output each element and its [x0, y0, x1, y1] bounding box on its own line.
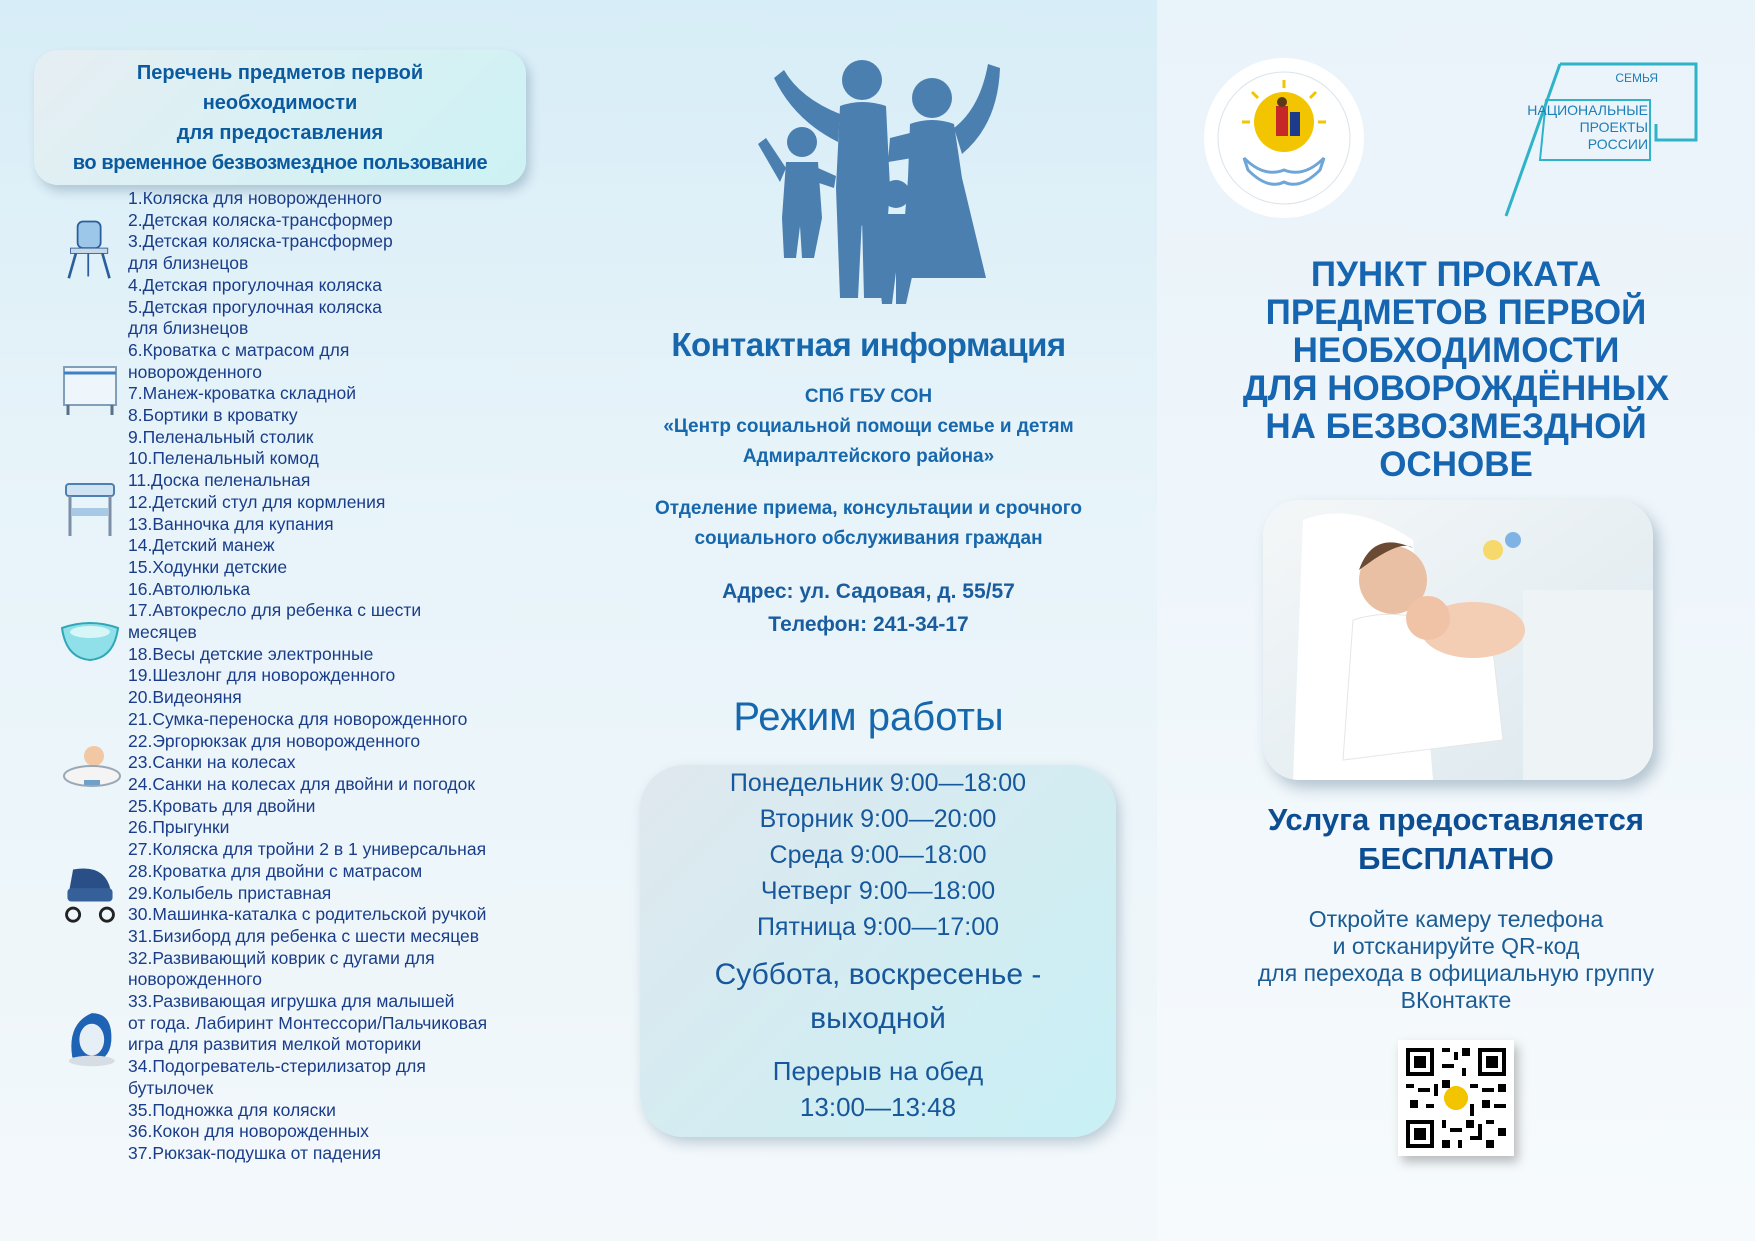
work-hours-title: Режим работы — [733, 695, 1004, 739]
list-item: 30.Машинка-каталка с родительской ручкой — [128, 904, 487, 925]
weekend-note — [640, 953, 1116, 1041]
title-line: ПУНКТ ПРОКАТА — [1310, 255, 1602, 294]
schedule-day: Вторник 9:00—20:00 — [759, 805, 997, 833]
left-panel — [0, 0, 580, 1241]
organization-name — [580, 382, 1157, 472]
list-item: 14.Детский манеж — [128, 535, 275, 556]
free-service-note — [1157, 800, 1755, 878]
list-item: 9.Пеленальный столик — [128, 426, 314, 447]
logo-text: РОССИИ — [1587, 136, 1648, 152]
org-line: «Центр социальной помощи семье и детям — [663, 416, 1074, 437]
list-item: 29.Колыбель приставная — [128, 882, 332, 903]
logo-text: ПРОЕКТЫ — [1579, 119, 1648, 135]
list-item: 5.Детская прогулочная коляска для близнецов — [128, 296, 382, 339]
list-header-line: Перечень предметов первой — [136, 62, 424, 84]
schedule-day: Понедельник 9:00—18:00 — [729, 769, 1027, 797]
dept-line: социального обслуживания граждан — [694, 528, 1043, 549]
schedule-day: Среда 9:00—18:00 — [769, 841, 987, 869]
qr-code[interactable] — [1398, 1040, 1514, 1156]
family-icon — [740, 58, 1010, 308]
baby-scale-icon — [58, 736, 122, 798]
logo-badge-text: СЕМЬЯ — [1615, 71, 1658, 85]
list-header-line: во временное безвозмездное пользование — [72, 152, 488, 174]
list-item: 20.Видеоняня — [128, 687, 242, 708]
free-line: БЕСПЛАТНО — [1358, 841, 1554, 876]
list-item: 8.Бортики в кроватку — [128, 405, 298, 426]
main-title — [1157, 256, 1755, 484]
list-item: 19.Шезлонг для новорожденного — [128, 665, 396, 686]
address: Адрес: ул. Садовая, д. 55/57 — [722, 580, 1015, 603]
center-emblem-logo — [1204, 58, 1364, 218]
list-item: 37.Рюкзак-подушка от падения — [128, 1142, 381, 1163]
list-header-card — [34, 50, 526, 185]
middle-panel — [580, 0, 1157, 1241]
list-item: 36.Кокон для новорожденных — [128, 1121, 369, 1142]
logo-text: НАЦИОНАЛЬНЫЕ — [1527, 102, 1648, 118]
list-item: 22.Эргорюкзак для новорожденного — [128, 730, 421, 751]
items-list — [128, 188, 578, 1165]
org-line: СПб ГБУ СОН — [804, 386, 933, 407]
schedule-day: Четверг 9:00—18:00 — [760, 877, 996, 905]
weekend-line: Суббота, воскресенье - — [714, 958, 1042, 991]
list-item: 21.Сумка-переноска для новорожденного — [128, 708, 468, 729]
lunch-break — [640, 1053, 1116, 1125]
list-item: 16.Автолюлька — [128, 578, 251, 599]
changing-table-icon — [58, 478, 122, 540]
list-item: 25.Кровать для двойни — [128, 795, 316, 816]
scan-line: и отсканируйте QR-код — [1332, 933, 1580, 959]
list-item: 4.Детская прогулочная коляска — [128, 274, 382, 295]
list-item: 31.Бизиборд для ребенка с шести месяцев — [128, 925, 480, 946]
list-item: 33.Развивающая игрушка для малышей от года. Лабиринт Монтессори/Пальчиковая игра для развития мелкой моторики — [128, 991, 488, 1055]
schedule-day: Пятница 9:00—17:00 — [756, 913, 1000, 941]
list-item: 34.Подогреватель-стерилизатор для бутылочек — [128, 1056, 426, 1098]
list-header-line: для предоставления — [176, 122, 384, 144]
baby-bath-icon — [58, 608, 122, 670]
list-item: 32.Развивающий коврик с дугами для новорожденного — [128, 947, 435, 990]
title-line: ОСНОВЕ — [1379, 445, 1533, 484]
list-item: 2.Детская коляска-трансформер — [128, 209, 393, 230]
list-item: 23.Санки на колесах — [128, 752, 296, 773]
mother-baby-photo — [1263, 500, 1653, 780]
qr-instructions — [1157, 906, 1755, 1014]
national-projects-logo — [1500, 60, 1700, 220]
list-item: 10.Пеленальный комод — [128, 448, 319, 469]
list-item: 27.Коляска для тройни 2 в 1 универсальная — [128, 839, 487, 860]
title-line: НЕОБХОДИМОСТИ — [1292, 331, 1620, 370]
list-item: 1.Коляска для новорожденного — [128, 188, 382, 208]
list-item: 35.Подножка для коляски — [128, 1099, 336, 1120]
break-line: Перерыв на обед — [772, 1056, 984, 1086]
scan-line: Откройте камеру телефона — [1308, 906, 1604, 932]
list-item: 3.Детская коляска-трансформер для близнецов — [128, 231, 393, 274]
free-line: Услуга предоставляется — [1268, 802, 1644, 837]
car-seat-icon — [58, 1006, 122, 1068]
title-line: ПРЕДМЕТОВ ПЕРВОЙ — [1265, 293, 1647, 332]
department-name — [580, 494, 1157, 554]
address-block — [580, 575, 1157, 641]
phone: Телефон: 241-34-17 — [768, 613, 969, 636]
list-header-line: необходимости — [202, 92, 358, 114]
break-line: 13:00—13:48 — [799, 1092, 957, 1122]
list-item: 6.Кроватка с матрасом для новорожденного — [128, 339, 350, 382]
weekend-line: выходной — [810, 1002, 946, 1035]
title-line: ДЛЯ НОВОРОЖДЁННЫХ — [1242, 369, 1670, 408]
list-item: 13.Ванночка для купания — [128, 513, 334, 534]
dept-line: Отделение приема, консультации и срочного — [655, 498, 1082, 519]
schedule-card — [640, 765, 1116, 1137]
list-item: 26.Прыгунки — [128, 817, 230, 838]
list-item: 28.Кроватка для двойни с матрасом — [128, 860, 423, 881]
list-item: 11.Доска пеленальная — [128, 470, 311, 491]
highchair-icon — [58, 218, 122, 280]
contact-title: Контактная информация — [671, 326, 1066, 363]
list-item: 24.Санки на колесах для двойни и погодок — [128, 773, 476, 794]
org-line: Адмиралтейского района» — [742, 446, 995, 467]
list-item: 15.Ходунки детские — [128, 556, 288, 577]
list-item: 18.Весы детские электронные — [128, 643, 374, 664]
scan-line: для перехода в официальную группу — [1257, 960, 1655, 986]
stroller-icon — [58, 862, 122, 924]
list-item: 7.Манеж-кроватка складной — [128, 383, 356, 404]
playpen-icon — [58, 358, 122, 420]
scan-line: ВКонтакте — [1400, 987, 1512, 1013]
list-item: 17.Автокресло для ребенка с шести месяцев — [128, 600, 422, 643]
title-line: НА БЕЗВОЗМЕЗДНОЙ — [1265, 407, 1647, 446]
list-item: 12.Детский стул для кормления — [128, 491, 386, 512]
